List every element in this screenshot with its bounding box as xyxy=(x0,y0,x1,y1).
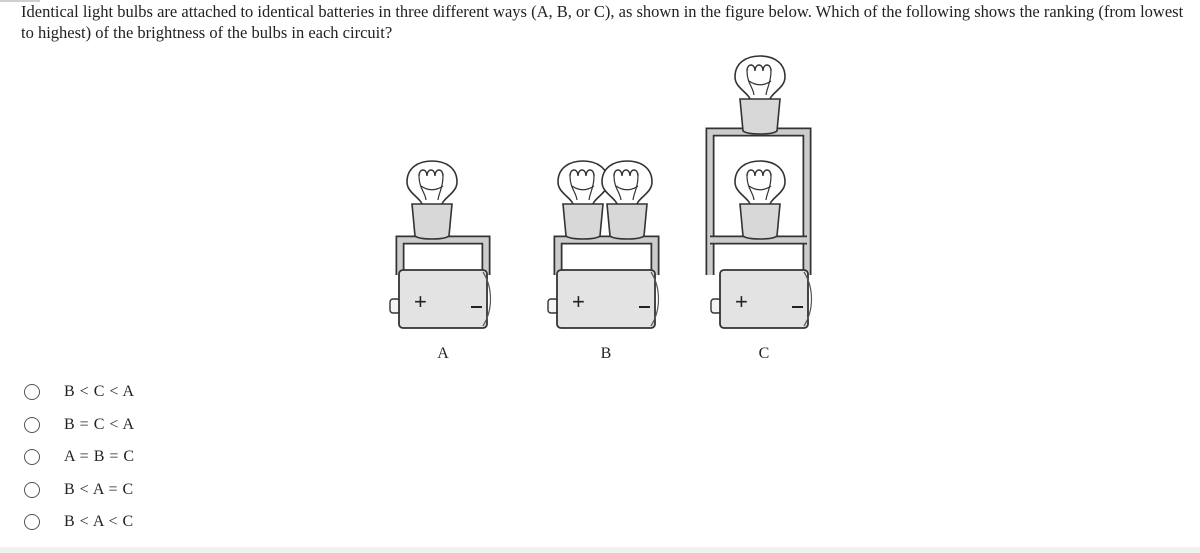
answer-option-label: B < A = C xyxy=(64,480,134,498)
bottom-divider xyxy=(0,547,1200,553)
circuit-diagram xyxy=(380,55,830,375)
answer-option-label: B = C < A xyxy=(64,415,135,433)
battery-icon xyxy=(720,270,808,328)
circuit-figure xyxy=(380,55,830,375)
answer-options xyxy=(24,376,135,539)
answer-option-label: B < C < A xyxy=(64,383,135,401)
circuit-label-a: A xyxy=(437,345,449,362)
answer-option[interactable] xyxy=(24,474,135,507)
question-text: Identical light bulbs are attached to identical batteries in three different ways (A, B, or C), as shown in the figure below. Which of the following shows the ranking (from lowest to highest) of the brightness of the bulbs in each circuit? xyxy=(21,2,1184,42)
answer-option[interactable] xyxy=(24,441,135,474)
battery-plus-sign: + xyxy=(735,289,748,314)
answer-option[interactable] xyxy=(24,506,135,539)
battery-icon xyxy=(399,270,487,328)
radio-button[interactable] xyxy=(24,384,40,400)
answer-option[interactable] xyxy=(24,376,135,409)
bulb-b1-icon xyxy=(558,161,608,239)
bulb-c2-icon xyxy=(735,161,785,239)
battery-plus-sign: + xyxy=(572,289,585,314)
radio-button[interactable] xyxy=(24,482,40,498)
answer-option-label: A = B = C xyxy=(64,448,135,466)
answer-option-label: B < A < C xyxy=(64,513,134,531)
circuit-label-b: B xyxy=(600,345,612,362)
radio-button[interactable] xyxy=(24,514,40,530)
radio-button[interactable] xyxy=(24,417,40,433)
circuit-label-c: C xyxy=(758,345,770,362)
bulb-c1-icon xyxy=(735,56,785,134)
battery-plus-sign: + xyxy=(414,289,427,314)
radio-button[interactable] xyxy=(24,449,40,465)
bulb-b2-icon xyxy=(602,161,652,239)
bulb-a-icon xyxy=(407,161,457,239)
answer-option[interactable] xyxy=(24,409,135,442)
